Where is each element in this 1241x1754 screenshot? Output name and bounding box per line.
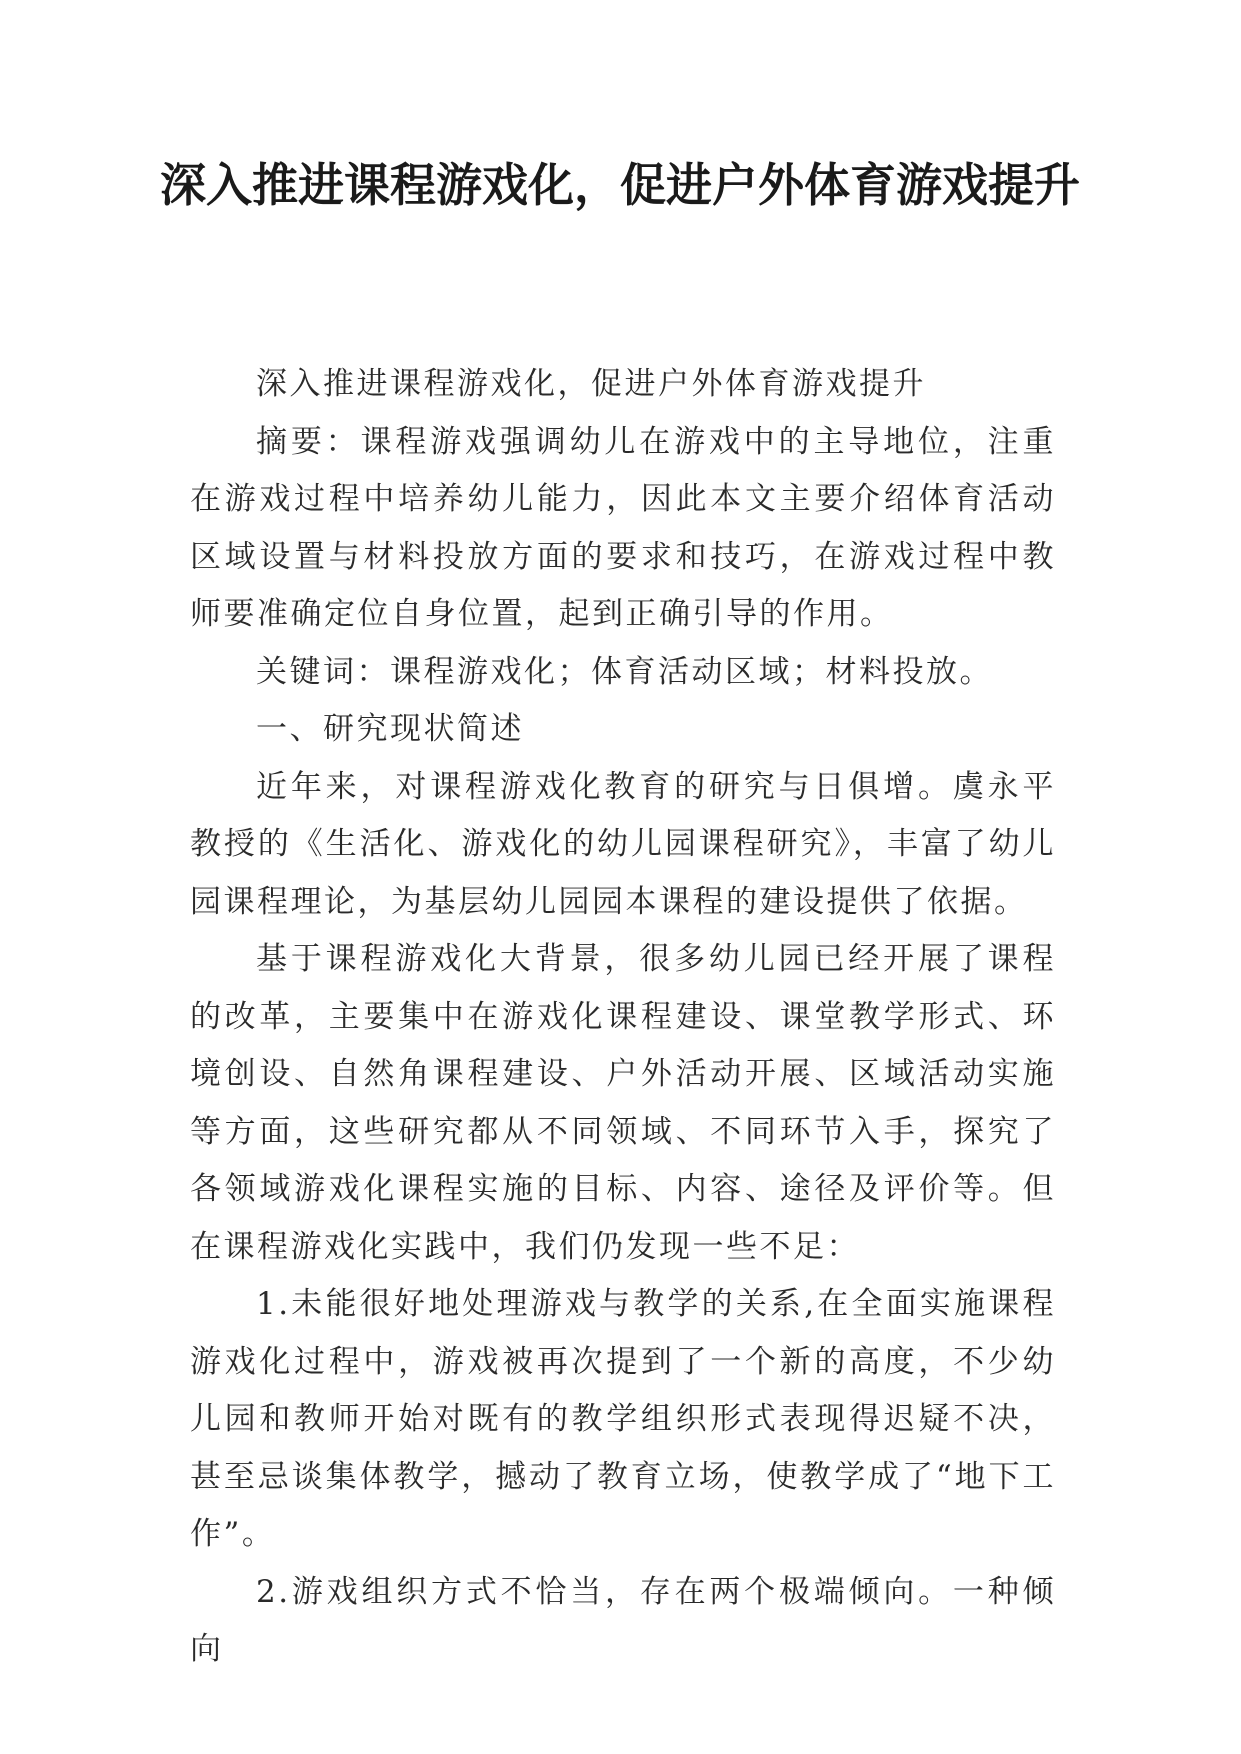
paragraph-heading-repeat: 深入推进课程游戏化，促进户外体育游戏提升 [256, 366, 926, 402]
paragraph-item-2: 2.游戏组织方式不恰当，存在两个极端倾向。一种倾向 [190, 1573, 1056, 1667]
paragraph-keywords: 关键词：课程游戏化；体育活动区域；材料投放。 [256, 653, 993, 690]
paragraph-item-1: 1.未能很好地处理游戏与教学的关系,在全面实施课程游戏化过程中，游戏被再次提到了一个新的高度，不少幼儿园和教师开始对既有的教学组织形式表现得迟疑不决，甚至忌谈集体教学，撼动了教育立场，使教学成了“地下工作”。 [190, 1286, 1056, 1552]
document-body [190, 356, 1056, 1679]
paragraph: 基于课程游戏化大背景，很多幼儿园已经开展了课程的改革，主要集中在游戏化课程建设、课堂教学形式、环境创设、自然角课程建设、户外活动开展、区域活动实施等方面，这些研究都从不同领域、不同环节入手，探究了各领域游戏化课程实施的目标、内容、途径及评价等。但在课程游戏化实践中，我们仍发现一些不足： [190, 941, 1056, 1265]
section-heading-1: 一、研究现状简述 [256, 711, 524, 747]
paragraph: 近年来，对课程游戏化教育的研究与日俱增。虞永平教授的《生活化、游戏化的幼儿园课程研究》，丰富了幼儿园课程理论，为基层幼儿园园本课程的建设提供了依据。 [190, 768, 1056, 920]
paragraph-abstract: 摘要：课程游戏强调幼儿在游戏中的主导地位，注重在游戏过程中培养幼儿能力，因此本文主要介绍体育活动区域设置与材料投放方面的要求和技巧，在游戏过程中教师要准确定位自身位置，起到正确引导的作用。 [190, 423, 1056, 632]
document-title: 深入推进课程游戏化，促进户外体育游戏提升 [160, 158, 1080, 212]
